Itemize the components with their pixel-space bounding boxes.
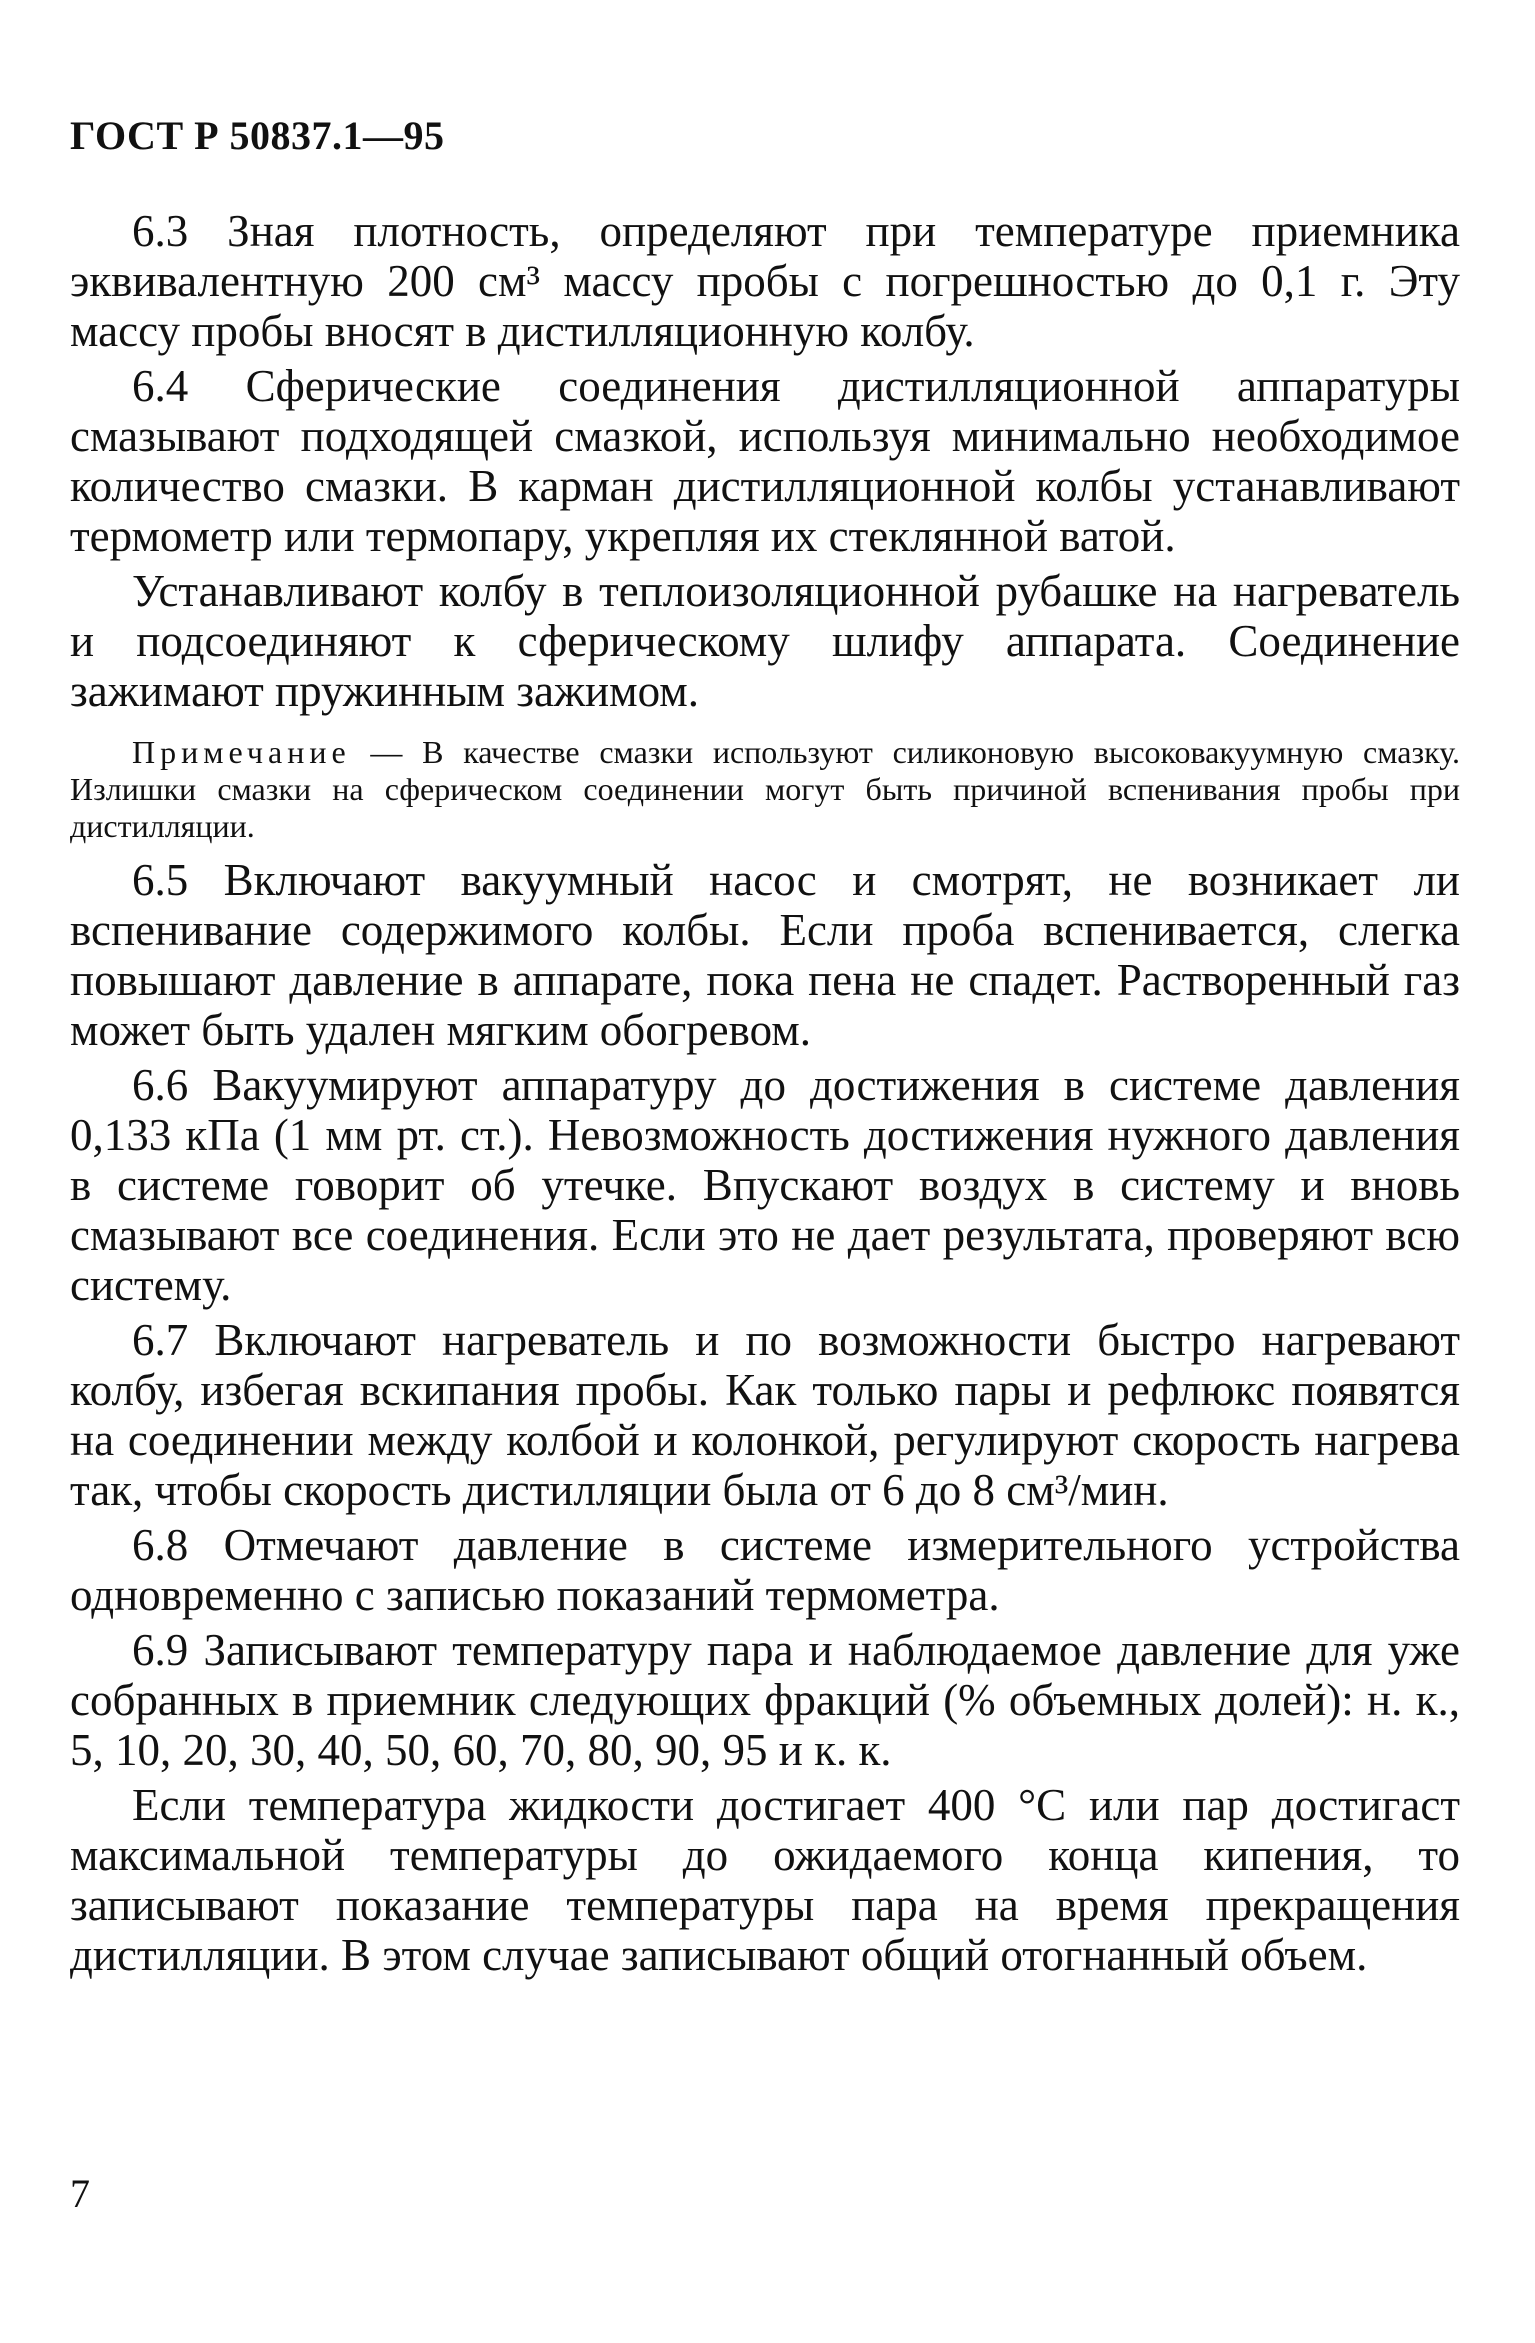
standard-header: ГОСТ Р 50837.1—95 [70, 113, 445, 158]
paragraph-temperature-limit: Если температура жидкости достигает 400 °C или пар достигаст максимальной температуры до ожидаемого конца кипения, то записывают показание температуры пара на время прекращения дистилляции. В этом случае записывают общий отогнанный объем. [70, 1780, 1460, 1980]
note-block [70, 734, 1460, 845]
page-number: 7 [70, 2171, 90, 2216]
paragraph-6-7: 6.7 Включают нагреватель и по возможности быстро нагревают колбу, избегая вскипания пробы. Как только пары и рефлюкс появятся на соединении между колбой и колонкой, регулируют скорость нагрева так, чтобы скорость дистилляции была от 6 до 8 см³/мин. [70, 1315, 1460, 1515]
paragraph-6-3: 6.3 Зная плотность, определяют при температуре приемника эквивалентную 200 см³ массу пробы с погрешностью до 0,1 г. Эту массу пробы вносят в дистилляционную колбу. [70, 206, 1460, 356]
note-label: Примечание [132, 734, 351, 770]
document-body [70, 206, 1460, 1980]
note-text: — В качестве смазки используют силиконовую высоковакуумную смазку. Излишки смазки на сферическом соединении могут быть причиной вспенивания пробы при дистилляции. [70, 734, 1460, 844]
paragraph-6-4: 6.4 Сферические соединения дистилляционной аппаратуры смазывают подходящей смазкой, используя минимально необходимое количество смазки. В карман дистилляционной колбы устанавливают термометр или термопару, укрепляя их стеклянной ватой. [70, 361, 1460, 561]
paragraph-6-9: 6.9 Записывают температуру пара и наблюдаемое давление для уже собранных в приемник следующих фракций (% объемных долей): н. к., 5, 10, 20, 30, 40, 50, 60, 70, 80, 90, 95 и к. к. [70, 1625, 1460, 1775]
paragraph-6-5: 6.5 Включают вакуумный насос и смотрят, не возникает ли вспенивание содержимого колбы. Если проба вспенивается, слегка повышают давление в аппарате, пока пена не спадет. Растворенный газ может быть удален мягким обогревом. [70, 855, 1460, 1055]
paragraph-install-flask: Устанавливают колбу в теплоизоляционной рубашке на нагреватель и подсоединяют к сферическому шлифу аппарата. Соединение зажимают пружинным зажимом. [70, 566, 1460, 716]
paragraph-6-8: 6.8 Отмечают давление в системе измерительного устройства одновременно с записью показаний термометра. [70, 1520, 1460, 1620]
paragraph-6-6: 6.6 Вакуумируют аппаратуру до достижения в системе давления 0,133 кПа (1 мм рт. ст.). Невозможность достижения нужного давления в системе говорит об утечке. Впускают воздух в систему и вновь смазывают все соединения. Если это не дает результата, проверяют всю систему. [70, 1060, 1460, 1310]
